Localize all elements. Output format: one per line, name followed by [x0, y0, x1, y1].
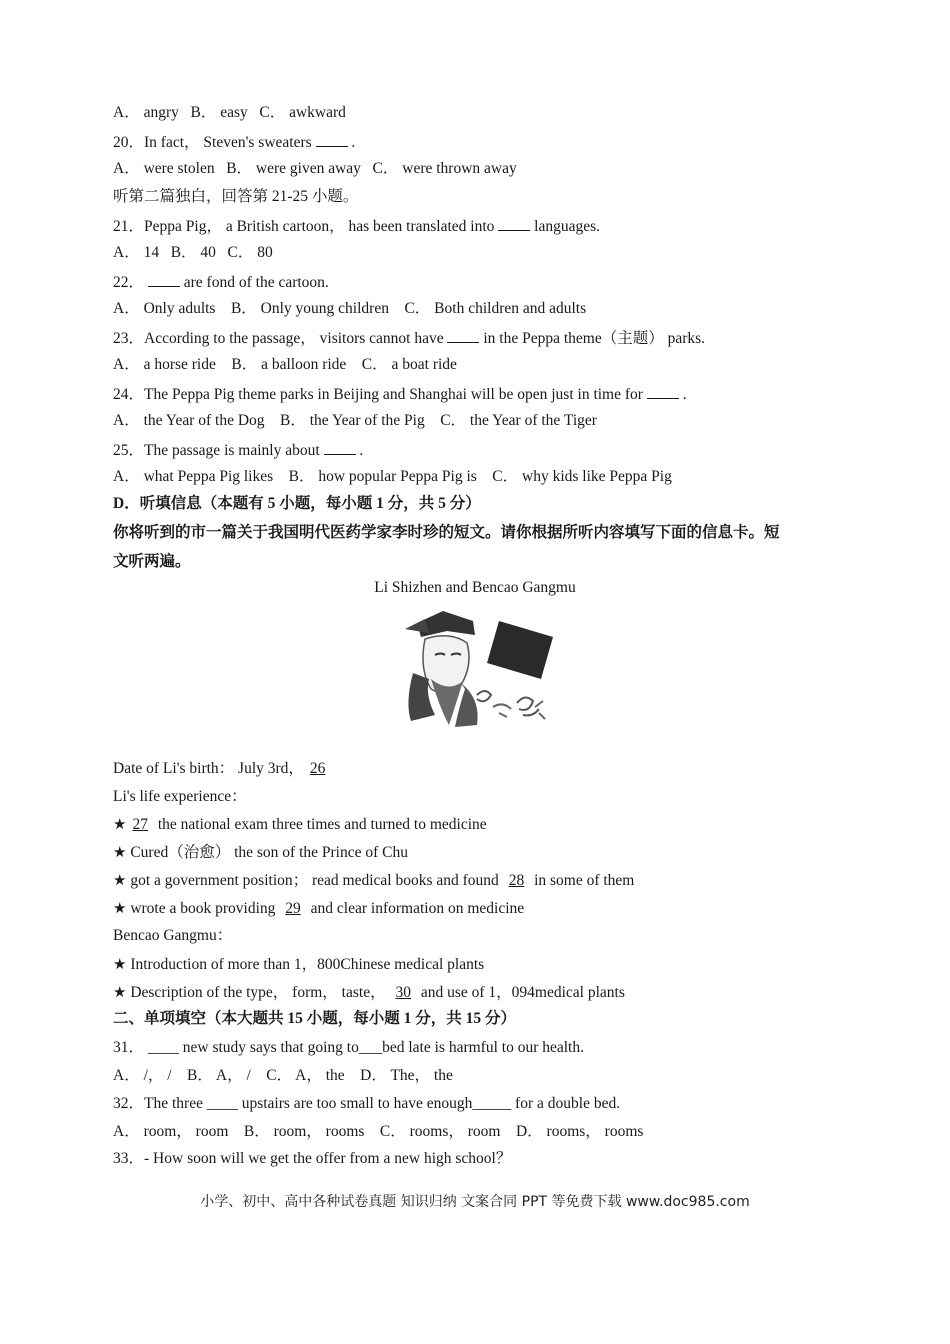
question-22 — [113, 271, 329, 293]
question-32 — [113, 1094, 620, 1114]
q23-number: 23． — [113, 330, 145, 347]
answer-blank — [647, 383, 679, 399]
question-25 — [113, 439, 363, 461]
q22-options: A． Only adults B． Only young children C． Both children and adults — [113, 300, 587, 317]
question-20 — [113, 131, 355, 153]
q25-text-b: . — [355, 442, 364, 459]
q32-options: A． room， room B． room， rooms C． rooms， room D． rooms， rooms — [113, 1123, 644, 1140]
q31-text: ____ new study says that going to___bed late is harmful to our health. — [144, 1039, 584, 1056]
life-item-text: wrote a book providing — [126, 900, 280, 917]
star-icon: ★ — [113, 843, 127, 861]
card-title: Li Shizhen and Bencao Gangmu — [374, 579, 576, 596]
life-item-text: and clear information on medicine — [306, 900, 525, 917]
answer-blank-28: 28 — [508, 872, 525, 889]
question-33 — [113, 1149, 511, 1169]
question-21 — [113, 215, 600, 237]
star-icon: ★ — [113, 871, 127, 889]
question-24 — [113, 383, 687, 405]
life-item-text: the national exam three times and turned to medicine — [153, 816, 487, 833]
q22-number: 22． — [113, 274, 145, 291]
answer-blank-27: 27 — [132, 816, 148, 833]
section-d-title: D．听填信息（本题有 5 小题，每小题 1 分，共 5 分） — [113, 495, 481, 512]
q20-text-a: In fact， Steven's sweaters — [144, 134, 316, 151]
q32-text: The three ____ upstairs are too small to have enough_____ for a double bed. — [144, 1095, 621, 1112]
q33-number: 33． — [113, 1150, 145, 1167]
life-label: Li's life experience： — [113, 788, 247, 805]
answer-blank — [447, 327, 479, 343]
answer-blank-30: 30 — [395, 984, 411, 1001]
q19-options: A． angry B． easy C． awkward — [113, 104, 346, 121]
star-icon: ★ — [113, 983, 127, 1001]
star-icon: ★ — [113, 815, 127, 833]
portrait-illustration-icon — [395, 603, 560, 738]
q20-options: A． were stolen B． were given away C． were thrown away — [113, 160, 517, 177]
birth-date-line — [113, 759, 331, 779]
q25-number: 25． — [113, 442, 145, 459]
q24-text-b: . — [678, 386, 687, 403]
q31-number: 31． — [113, 1039, 145, 1056]
q20-text-b: . — [347, 134, 356, 151]
question-31 — [113, 1038, 584, 1058]
answer-blank — [148, 271, 180, 287]
q21-number: 21． — [113, 218, 145, 235]
section-2-title: 二、单项填空（本大题共 15 小题，每小题 1 分，共 15 分） — [113, 1010, 517, 1027]
life-item — [113, 870, 634, 891]
q24-number: 24． — [113, 386, 145, 403]
bencao-item — [113, 982, 625, 1003]
bencao-item-text: Description of the type， form， taste， — [126, 984, 390, 1001]
q23-options: A． a horse ride B． a balloon ride C． a boat ride — [113, 356, 457, 373]
bencao-item-text: Introduction of more than 1，800Chinese medical plants — [126, 956, 485, 973]
q33-text: - How soon will we get the offer from a new high school？ — [144, 1150, 512, 1167]
star-icon: ★ — [113, 955, 127, 973]
q25-text-a: The passage is mainly about — [144, 442, 324, 459]
answer-blank — [316, 131, 348, 147]
q21-text-b: languages. — [530, 218, 601, 235]
bencao-label: Bencao Gangmu： — [113, 927, 233, 944]
life-item — [113, 842, 408, 863]
section-d-instruction-2: 文听两遍。 — [113, 553, 191, 570]
question-23 — [113, 327, 705, 349]
bencao-item — [113, 954, 484, 975]
answer-blank — [324, 439, 356, 455]
q25-options: A． what Peppa Pig likes B． how popular Peppa Pig is C． why kids like Peppa Pig — [113, 468, 672, 485]
life-item-text: in some of them — [530, 872, 635, 889]
life-item-text: got a government position； read medical books and found — [126, 872, 503, 889]
page-footer: 小学、初中、高中各种试卷真题 知识归纳 文案合同 PPT 等免费下载 www.doc985.com — [200, 1194, 750, 1210]
star-icon: ★ — [113, 899, 127, 917]
bencao-item-text: and use of 1，094medical plants — [416, 984, 625, 1001]
answer-blank-26: 26 — [309, 760, 326, 777]
q32-number: 32． — [113, 1095, 145, 1112]
answer-blank-29: 29 — [285, 900, 301, 917]
birth-label: Date of Li's birth： July 3rd， — [113, 760, 304, 777]
q24-text-a: The Peppa Pig theme parks in Beijing and Shanghai will be open just in time for — [144, 386, 647, 403]
q21-text-a: Peppa Pig， a British cartoon， has been translated into — [144, 218, 499, 235]
q23-text-a: According to the passage， visitors cannot have — [144, 330, 448, 347]
life-item-text: Cured（治愈） the son of the Prince of Chu — [126, 844, 408, 861]
life-item — [113, 898, 524, 919]
q20-number: 20． — [113, 134, 145, 151]
q31-options: A． /， / B． A， / C． A， the D． The， the — [113, 1067, 453, 1084]
q24-options: A． the Year of the Dog B． the Year of the Pig C． the Year of the Tiger — [113, 412, 597, 429]
section-d-instruction-1: 你将听到的市一篇关于我国明代医药学家李时珍的短文。请你根据所听内容填写下面的信息卡。短 — [113, 524, 780, 541]
q23-text-b: in the Peppa theme（主题） parks. — [479, 330, 706, 347]
q21-options: A． 14 B． 40 C． 80 — [113, 244, 273, 261]
q22-text-b: are fond of the cartoon. — [179, 274, 329, 291]
answer-blank — [498, 215, 530, 231]
section-intro: 听第二篇独白，回答第 21-25 小题。 — [113, 188, 359, 205]
life-item — [113, 814, 487, 835]
